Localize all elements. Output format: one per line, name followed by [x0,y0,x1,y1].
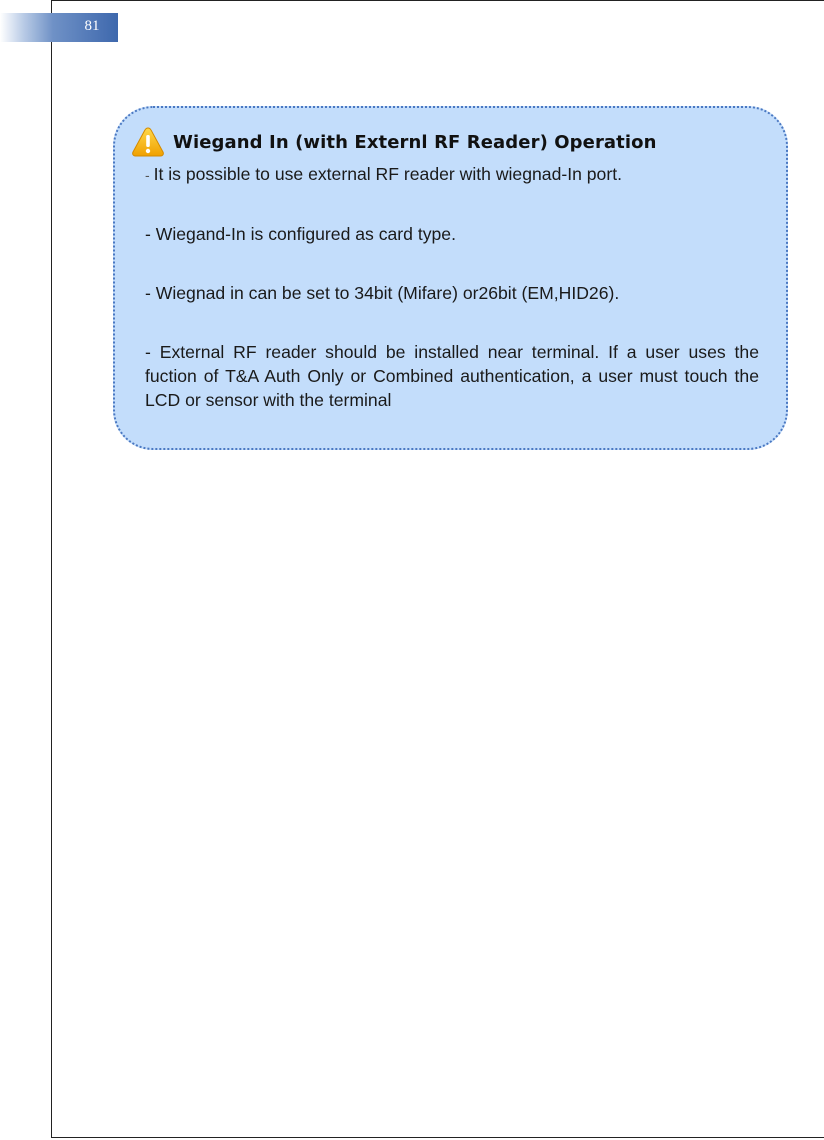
note-item-text: - Wiegand-In is configured as card type. [145,224,456,244]
warning-icon [131,126,165,158]
note-body [145,162,759,412]
note-heading [131,125,657,159]
note-item [145,281,759,305]
note-item-prefix: - [145,167,154,183]
note-title: Wiegand In (with Externl RF Reader) Operation [173,131,657,153]
note-item [145,162,759,187]
note-item-text: - Wiegnad in can be set to 34bit (Mifare) or26bit (EM,HID26). [145,283,620,303]
page-number: 81 [84,18,100,34]
note-item-text: - External RF reader should be installed near terminal. If a user uses the fuction of T&A Auth Only or Combined authentication, a user must touch the LCD or sensor with the terminal [145,342,759,410]
note-item [145,222,759,246]
note-item-text: It is possible to use external RF reader with wiegnad-In port. [153,164,622,184]
note-item [145,340,759,412]
